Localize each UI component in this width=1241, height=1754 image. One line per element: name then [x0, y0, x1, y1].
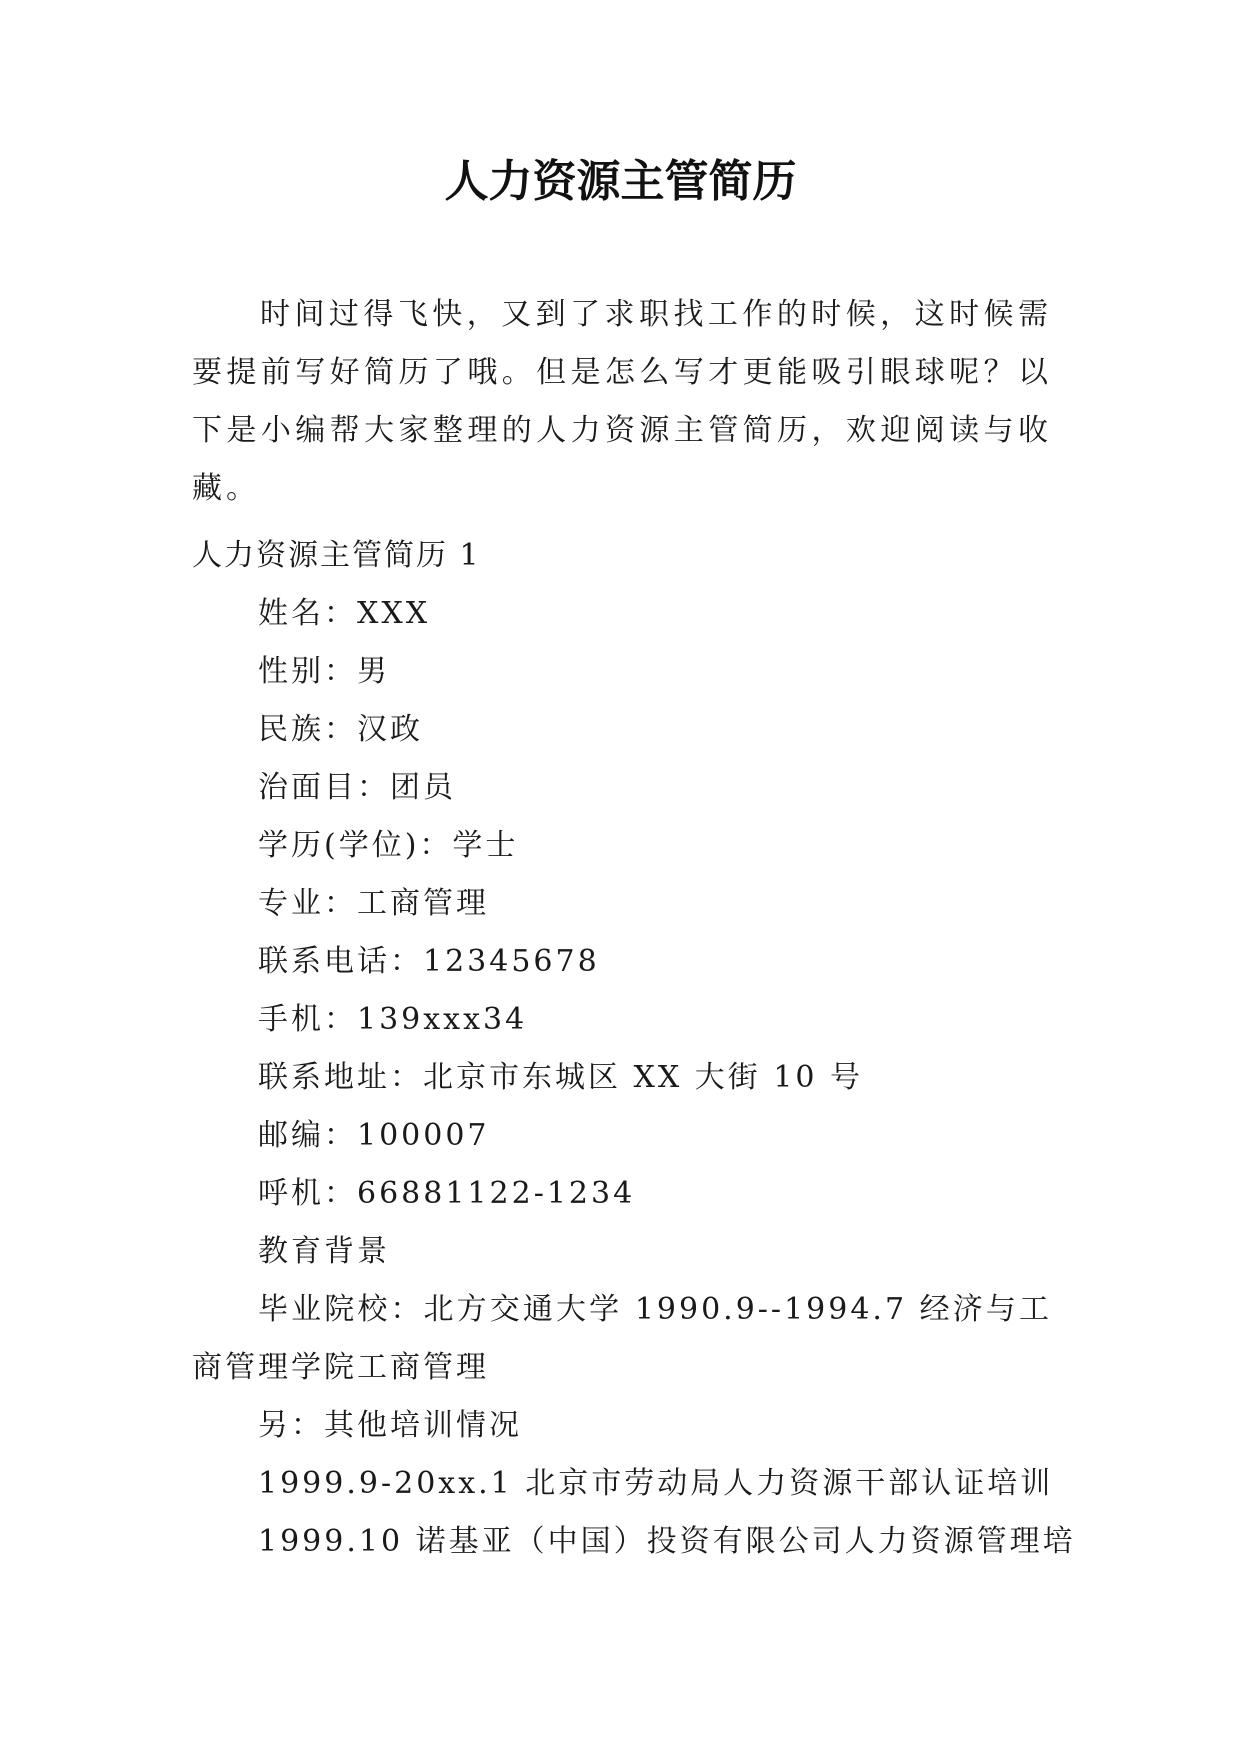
field-mobile: 手机：139xxx34 — [258, 1002, 528, 1037]
training-heading: 另：其他培训情况 — [258, 1408, 522, 1443]
field-ethnicity: 民族：汉政 — [258, 712, 423, 747]
field-name: 姓名：XXX — [258, 596, 431, 631]
document-title: 人力资源主管简历 — [444, 156, 797, 207]
field-political-status: 治面目：团员 — [258, 770, 456, 805]
intro-paragraph: 时间过得飞快，又到了求职找工作的时候，这时候需要提前写好简历了哦。但是怎么写才更能吸引眼球呢？以下是小编帮大家整理的人力资源主管简历，欢迎阅读与收藏。 — [192, 297, 1052, 506]
field-gender: 性别：男 — [258, 654, 390, 689]
field-major: 专业：工商管理 — [258, 886, 489, 921]
school-paragraph: 毕业院校：北方交通大学 1990.9--1994.7 经济与工商管理学院工商管理 — [192, 1292, 1052, 1385]
field-phone: 联系电话：12345678 — [258, 944, 600, 979]
field-address: 联系地址：北京市东城区 XX 大街 10 号 — [258, 1060, 864, 1095]
resume-section — [192, 527, 1076, 1571]
training-item-2: 1999.10 诺基亚（中国）投资有限公司人力资源管理培 — [258, 1524, 1076, 1559]
resume-heading: 人力资源主管简历 1 — [192, 538, 481, 573]
training-item-1: 1999.9-20xx.1 北京市劳动局人力资源干部认证培训 — [258, 1466, 1054, 1501]
field-pager: 呼机：66881122-1234 — [258, 1176, 636, 1211]
field-degree: 学历(学位)：学士 — [258, 828, 519, 863]
education-heading: 教育背景 — [258, 1234, 390, 1269]
field-postcode: 邮编：100007 — [258, 1118, 490, 1153]
